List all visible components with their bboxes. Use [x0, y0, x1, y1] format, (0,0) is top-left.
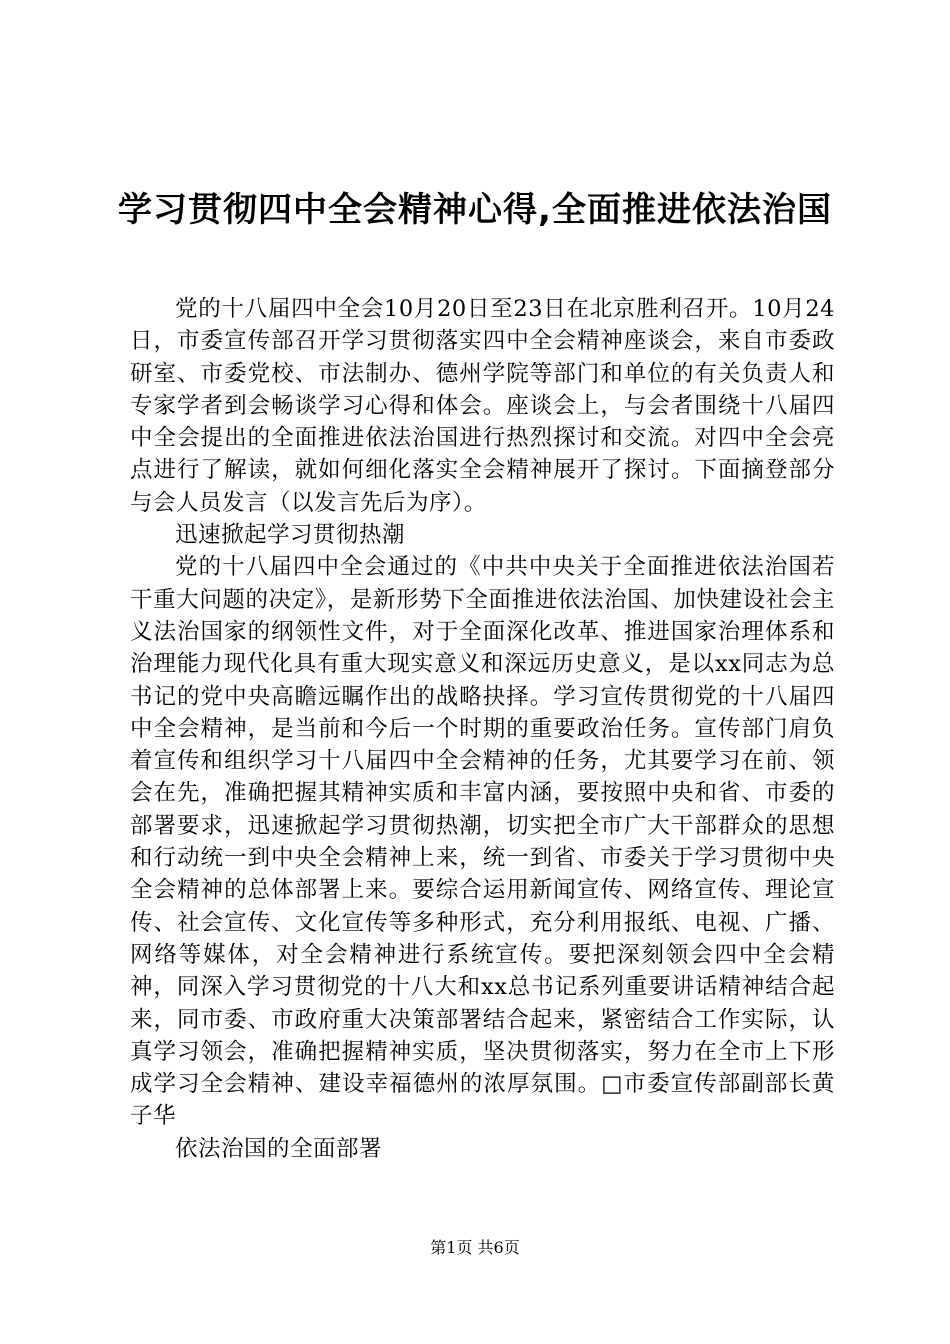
paragraph-intro: 党的十八届四中全会10月20日至23日在北京胜利召开。10月24日，市委宣传部召开学习贯彻落实四中全会精神座谈会，来自市委政研室、市委党校、市法制办、德州学院等部门和单位的有关负责人和专家学者到会畅谈学习心得和体会。座谈会上，与会者围绕十八届四中全会提出的全面推进依法治国进行热烈探讨和交流。对四中全会亮点进行了解读，就如何细化落实全会精神展开了探讨。下面摘登部分与会人员发言（以发言先后为序）。 — [130, 296, 835, 516]
section-heading-rule-of-law: 依法治国的全面部署 — [175, 1135, 383, 1162]
paragraph-speech: 党的十八届四中全会通过的《中共中央关于全面推进依法治国若干重大问题的决定》，是新形势下全面推进依法治国、加快建设社会主义法治国家的纲领性文件，对于全面深化改革、推进国家治理体系和治理能力现代化具有重大现实意义和深远历史意义，是以xx同志为总书记的党中央高瞻远瞩作出的战略抉择。学习宣传贯彻党的十八届四中全会精神，是当前和今后一个时期的重要政治任务。宣传部门肩负着宣传和组织学习十八届四中全会精神的任务，尤其要学习在前、领会在先，准确把握其精神实质和丰富内涵，要按照中央和省、市委的部署要求，迅速掀起学习贯彻热潮，切实把全市广大干部群众的思想和行动统一到中央全会精神上来，统一到省、市委关于学习贯彻中央全会精神的总体部署上来。要综合运用新闻宣传、网络宣传、理论宣传、社会宣传、文化宣传等多种形式，充分利用报纸、电视、广播、网络等媒体，对全会精神进行系统宣传。要把深刻领会四中全会精神，同深入学习贯彻党的十八大和xx总书记系列重要讲话精神结合起来，同市委、市政府重大决策部署结合起来，紧密结合工作实际，认真学习领会，准确把握精神实质，坚决贯彻落实，努力在全市上下形成学习全会精神、建设幸福德州的浓厚氛围。□市委宣传部副部长黄子华 — [130, 554, 835, 1130]
document-title: 学习贯彻四中全会精神心得,全面推进依法治国 — [118, 190, 832, 230]
page-footer: 第1页 共6页 — [430, 1238, 520, 1257]
document-body — [130, 293, 835, 1165]
section-heading-study: 迅速掀起学习贯彻热潮 — [175, 522, 406, 549]
